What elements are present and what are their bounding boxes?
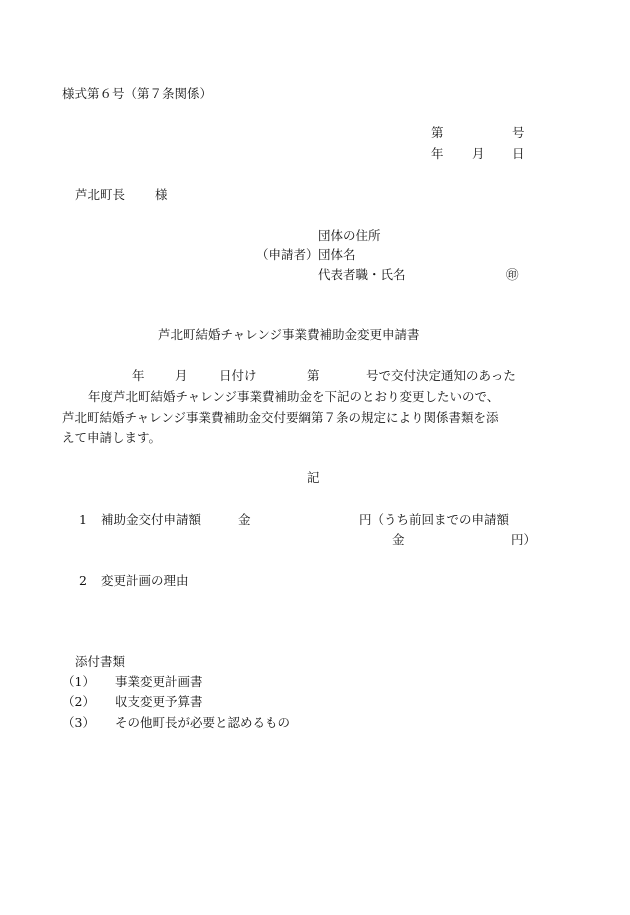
ki-heading: 記: [307, 470, 320, 485]
item1-label: 補助金交付申請額: [101, 512, 202, 527]
applicant-rep-label: 代表者職・氏名: [318, 267, 406, 282]
body-line4: えて申請します。: [62, 430, 162, 445]
attachment-2-text: 収支変更予算書: [115, 694, 203, 709]
item2-number: 2: [79, 573, 87, 588]
date-day: 日: [512, 146, 525, 161]
seal-mark: ㊞: [506, 267, 519, 282]
addressee-name: 芦北町長: [75, 187, 126, 202]
item1-number: 1: [79, 512, 87, 527]
body-line3: 芦北町結婚チャレンジ事業費補助金交付要綱第７条の規定により関係書類を添: [62, 410, 499, 425]
item1-yen-note: 円（うち前回までの申請額: [359, 512, 510, 527]
attachments-heading: 添付書類: [75, 654, 126, 669]
attachment-1-number: （1）: [62, 674, 95, 689]
document-title: 芦北町結婚チャレンジ事業費補助金変更申請書: [158, 327, 420, 342]
doc-number-prefix: 第: [431, 125, 444, 140]
addressee-honorific: 様: [155, 187, 168, 202]
body-month: 月: [175, 368, 188, 383]
item1-yen-close: 円）: [511, 532, 537, 547]
body-num-prefix: 第: [307, 368, 320, 383]
date-month: 月: [472, 146, 485, 161]
item1-kin2: 金: [392, 532, 405, 547]
body-dated: 日付け: [219, 368, 257, 383]
applicant-org-label: 団体名: [318, 247, 356, 262]
attachment-3-text: その他町長が必要と認めるもの: [115, 715, 291, 730]
item1-kin: 金: [238, 512, 251, 527]
date-year: 年: [431, 146, 444, 161]
body-year: 年: [132, 368, 145, 383]
attachment-1-text: 事業変更計画書: [115, 674, 203, 689]
item2-label: 変更計画の理由: [101, 573, 189, 588]
body-line2: 年度芦北町結婚チャレンジ事業費補助金を下記のとおり変更したいので、: [88, 389, 500, 404]
body-line1-rest: 号で交付決定通知のあった: [366, 368, 516, 383]
attachment-3-number: （3）: [62, 715, 95, 730]
applicant-address-label: 団体の住所: [318, 228, 381, 243]
applicant-role-label: （申請者）: [256, 247, 319, 262]
attachment-2-number: （2）: [62, 694, 95, 709]
doc-number-suffix: 号: [512, 125, 525, 140]
form-label: 様式第６号（第７条関係）: [62, 86, 213, 101]
